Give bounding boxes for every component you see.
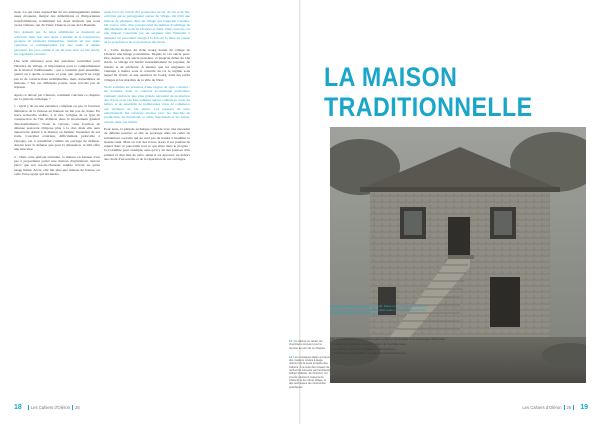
intro-line: - Formes et fonctions, abordé l'angle de l'architecture, [330,341,407,346]
paragraph: 2 - Dans cette période lointaine, la maison en hauteur n'est pas à proprement parler une maison d'agriculteur, surtout parce que son rez-de-chaussée semble n'avoir eu qu'un usage limité. Alors, elle fait plus une maison de bourse, ou celle d'un paysan qui deviendra. [14,154,100,177]
paragraph: 1 - Qu'il y ait eu une existence complète ou pas, la fonction défensive de la maison en hauteur ne fait pas de doute. En notre recherche visible, à la cité, l'origine de ce type de construction de l'île d'Oléron dans le mouvement général d'incastellamento. Nous le verrons, cette fonction de défense pastorale s'impose plus à la cité, mais elle aura auparavant donné à la maison en hauteur l'essentiel de ses traits. L'escalier extérieur, difficilement praticable à l'époque, est à considérer comme un ouvrage de défense. Autant pour la défense que pour la dissuasion, le bâti offre une structure. [14,104,100,152]
side-note [289,340,331,350]
left-page-column-2 [104,10,190,165]
side-note [289,356,331,389]
paragraph: Pour nous, la période archaïque coïncide avec une nécessité de défense passive, et elle se prolonge dans un cadre de turbulences sociales qui ne sont pas de nature à modifier le monde rural. Mais on voit des traces. Alors il est prudent de rejeter dans ce panorama tout ce qui entre dans le progrès ; la Colombie pour exemple, sans qu'il y ait des preuves d'un prieuré et d'un lieu de culte. Ainsi il est éprouvé, en dehors des choix d'un terrain, et de la réparation de ces ouvrages. [104,126,190,162]
paragraph: 3 - Cette analyse du riche bourg donne du village de Chancet une image particulière. Depuis le 11e siècle peut-être, depuis le 12e siècle peut-être, et jusqu'au début du 16e siècle, le village est habité essentiellement de paysans, de marins et de pêcheurs. À mesure que les seigneurs en viennent à mettre sous le contrôle du roi le régime sous lequel ils vivent, et aux quartiers de bourg, dans des petits villages et les marchés de la ville de Niort. [104,47,190,82]
right-page-intro [330,337,462,356]
note-number: 12. [289,340,293,343]
issue-number: 26 [566,405,572,410]
paragraph: rieur. Ce qui reste aujourd'hui de ces aménagements résiste assez éloquent, malgré des démolitions et d'importantes transformations, notamment les deux maisons que nous avons visitées, rue du Vieux Chancet et rue de la Bastelle. [14,10,100,27]
footer-left [14,404,80,411]
page-number: 18 [14,404,22,411]
intro-line: Les trois chapitres rassemblés sous ce titre vont donner trois éclairages différents : [330,337,447,341]
caption-lead: Maison à escalier extérieur, à Chancet. [330,304,384,308]
title-line: LA MAISON [324,62,458,92]
highlighted-paragraph: Nos données par, de telles similitudes se dessinent en achevant, mais non sans doute à étudier de la construction groupée de plusieurs immeubles, réalisés en une seule opération et communiquées par une seule et même personne. Un peu comme il est dit plus tard, au 19e siècle, les logements ouvriers. [14,30,100,56]
publication-name: Les Cahiers d'Oléron [522,405,562,410]
publication-name: Les Cahiers d'Oléron [30,405,71,410]
paragraph: Après ce détour par Chancet, comment conclure ce chapitre sur la période archaïque ? [14,92,100,101]
note-text: Ce cabinet ou retrait, les chercheurs trouvent pour la réunion au sein de ce chapitre. [289,340,326,350]
page-number: 19 [580,404,588,411]
footer-right [522,404,588,411]
intro-line: - Une maison incomplète, évoque les transformations. [330,351,407,356]
footer-separator [72,405,73,410]
paragraph: Une telle référence pose des questions contrôlées pour l'histoire du village, et importantes pour la compréhension de la maison traditionnelle : qui a construit quel ensemble, quand ou à quelle occasion, et pour qui, puisqu'il ne s'agit pas là de constructions individuelles, mais d'ensembles de maisons ? Sur ces différents points, nous n'avons pas de réponse. [14,59,100,90]
highlighted-paragraph: seule force de travail d'la production de sel, de vin et de blé, activités qui se partageaient autour du village. On bâtit une maison de pêcheurs dans un village qui s'appelait Carrière. On trouve celle d'un paysan/celui de métiers d'outillage de défrichement du nom de Chancet et Neuf. Dans tous les cas une maison construite par un seigneur afin d'installer à demeure un personnel chargé à la fois de la mise en valeur de la propriété et de la protection des biens. [104,10,190,45]
section-title [324,62,584,122]
highlighted-paragraph: Nous sommes en présence d'une région de type colonial : les données, dans ce contexte économique particulier, viennent renforcer une plus grande nécessité de production des vivres et de vie. Des sommes qui les coûtent au cours du temps, et un ensemble de nombreuses voies de commerce qui viennent au 13e siècle. Ces rapports de terre entretiennent des relations étroites avec les marchés de production, du marchand, le salin, marchands et les autres, chacun dans son métier. [104,85,190,124]
note-number: 13. [289,355,293,359]
note-text: Les remarques faites à propos des maisons rurales à étage relèvent de la seule enquête des Cahiers. À la suite des travaux de recherche entrepris par l'architecte Gilbert Pelletier, de Chancet, ont inventé plusieurs maisons de Chancet et du même village, et des techniques de construction spécifiques. [289,355,331,389]
left-page-column-1 [14,10,100,180]
footer-separator [28,405,29,410]
issue-number: 26 [75,405,80,410]
caption-body: Datée en même des liens et de la rue du Vieux Chancet, cette maison traditionnelle à escalier ajouté de la fin du 16e siècle (Cliché Laure Renaud). [330,304,427,315]
side-notes [289,340,331,395]
footer-separator [573,405,574,410]
footer-separator [564,405,565,410]
intro-line: - Le nombre, donne la dimension urbanistique, [330,346,397,351]
photo-caption [330,305,428,316]
title-line: TRADITIONNELLE [324,92,533,122]
